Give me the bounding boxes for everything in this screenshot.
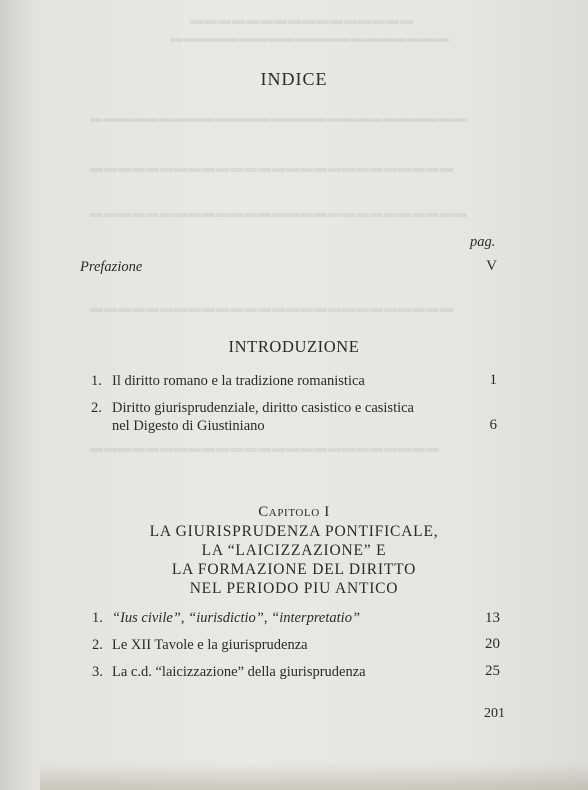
cap-entry-1-part3: “interpretatio” — [271, 610, 361, 626]
show-through-text: ▬▬▬▬▬▬▬▬▬▬▬▬▬▬▬▬▬▬▬▬▬▬▬▬▬▬▬ — [90, 205, 468, 220]
cap-entry-3-page: 25 — [485, 663, 500, 679]
prefazione-page: V — [486, 258, 497, 274]
intro-entry-1-text: Il diritto romano e la tradizione romanistica — [112, 373, 365, 389]
capitolo-label: Capitolo I — [258, 504, 330, 520]
capitolo-title-line-1: LA GIURISPRUDENZA PONTIFICALE, — [149, 523, 439, 540]
show-through-text: ▬▬▬▬▬▬▬▬▬▬▬▬▬▬▬▬▬▬▬▬▬▬▬▬▬ — [90, 440, 440, 455]
index-title: INDICE — [260, 69, 328, 89]
cap-entry-2-page: 20 — [485, 636, 500, 652]
intro-entry-2-page: 6 — [489, 417, 497, 433]
intro-entry-2-text-cont: nel Digesto di Giustiniano — [112, 418, 265, 434]
introduzione-heading: INTRODUZIONE — [228, 337, 360, 356]
cap-entry-3-text: La c.d. “laicizzazione” della giurisprudenza — [112, 664, 366, 680]
cap-entry-1-sep1: , — [180, 610, 189, 626]
page-edge-shadow — [40, 762, 588, 790]
cap-entry-1-sep2: , — [263, 610, 272, 626]
cap-entry-1-part2: “iurisdictio” — [188, 610, 264, 626]
pag-label: pag. — [470, 234, 496, 250]
cap-entry-1-num: 1. — [92, 610, 103, 626]
show-through-text: ▬▬▬▬▬▬▬▬▬▬▬▬▬▬▬▬ — [190, 12, 414, 27]
show-through-text: ▬▬▬▬▬▬▬▬▬▬▬▬▬▬▬▬▬▬▬▬ — [170, 30, 450, 45]
intro-entry-1-page: 1 — [489, 372, 497, 388]
cap-entry-1-part1: “Ius civile” — [112, 610, 181, 626]
page-number: 201 — [484, 706, 505, 721]
cap-entry-1-text — [112, 610, 360, 627]
show-through-text: ▬▬▬▬▬▬▬▬▬▬▬▬▬▬▬▬▬▬▬▬▬▬▬▬▬▬▬ — [90, 110, 468, 125]
capitolo-title-line-3: LA FORMAZIONE DEL DIRITTO — [171, 561, 417, 578]
capitolo-title-line-4: NEL PERIODO PIU ANTICO — [189, 580, 399, 597]
show-through-text: ▬▬▬▬▬▬▬▬▬▬▬▬▬▬▬▬▬▬▬▬▬▬▬▬▬▬ — [90, 160, 454, 175]
intro-entry-2-text: Diritto giurisprudenziale, diritto casistico e casistica — [112, 400, 414, 416]
cap-entry-3-num: 3. — [92, 664, 103, 680]
prefazione-title: Prefazione — [80, 259, 143, 275]
cap-entry-1-page: 13 — [485, 610, 500, 626]
capitolo-title-line-2: LA “LAICIZZAZIONE” E — [201, 542, 387, 559]
intro-entry-2-num: 2. — [91, 400, 102, 416]
show-through-text: ▬▬▬▬▬▬▬▬▬▬▬▬▬▬▬▬▬▬▬▬▬▬▬▬▬▬ — [90, 300, 454, 315]
intro-entry-1-num: 1. — [91, 373, 102, 389]
cap-entry-2-text: Le XII Tavole e la giurisprudenza — [112, 637, 308, 653]
cap-entry-2-num: 2. — [92, 637, 103, 653]
